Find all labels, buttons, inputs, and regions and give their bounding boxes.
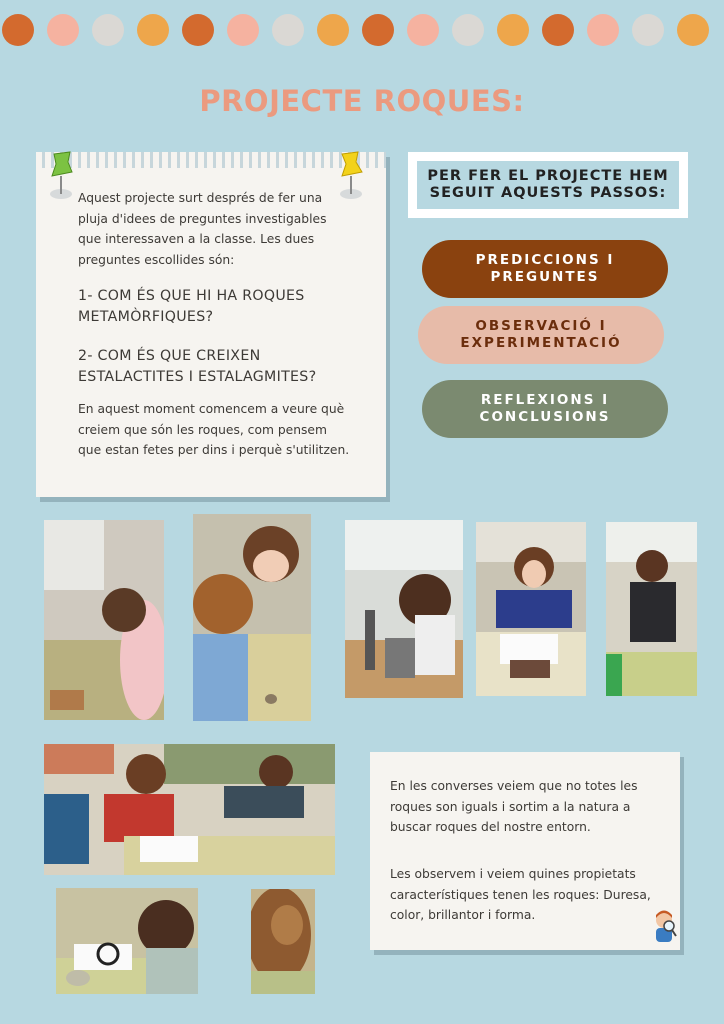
dot — [227, 14, 259, 46]
photo-girl-observing — [606, 522, 697, 696]
step-label: PREDICCIONS I PREGUNTES — [475, 252, 615, 285]
dot — [632, 14, 664, 46]
dot — [137, 14, 169, 46]
dot — [92, 14, 124, 46]
dot — [182, 14, 214, 46]
dot — [407, 14, 439, 46]
closing-paragraph: En aquest moment comencem a veure què creiem que són les roques, com pensem que estan fetes per dins i perquè s'utilitzen. — [78, 402, 350, 457]
pushpin-icon — [48, 148, 78, 204]
photo-classroom-group — [44, 744, 335, 875]
step-predictions — [422, 240, 668, 298]
summary-paragraph-2: Les observem i veiem quines propietats característiques tenen les roques: Duresa, color, brillantor i forma. — [390, 867, 651, 922]
dot — [2, 14, 34, 46]
steps-title: PER FER EL PROJECTE HEM SEGUIT AQUESTS PASSOS: — [417, 161, 679, 209]
question-2: 2- COM ÉS QUE CREIXEN ESTALACTITES I ESTALAGMITES? — [78, 348, 317, 385]
photo-magnifier — [56, 888, 198, 994]
dot — [362, 14, 394, 46]
dot — [317, 14, 349, 46]
photo-microscope-1 — [345, 520, 463, 698]
intro-paragraph: Aquest projecte surt després de fer una pluja d'idees de preguntes investigables que interessaven a la classe. Les dues preguntes escollides són: — [78, 191, 327, 267]
photo-drawing-rock — [476, 522, 586, 696]
page-title: PROJECTE ROQUES: — [199, 84, 525, 118]
intro-note — [36, 152, 386, 497]
kid-magnifier-icon — [652, 910, 678, 944]
steps-title-box — [408, 152, 688, 218]
photo-rock-study — [44, 520, 164, 720]
dot — [677, 14, 709, 46]
dot — [47, 14, 79, 46]
question-1: 1- COM ÉS QUE HI HA ROQUES METAMÒRFIQUES? — [78, 288, 305, 325]
step-reflections — [422, 380, 668, 438]
step-label: REFLEXIONS I CONCLUSIONS — [479, 392, 611, 425]
step-observation — [418, 306, 664, 364]
photo-curly-hair — [251, 889, 315, 994]
dot — [497, 14, 529, 46]
photo-children-rocks — [193, 514, 311, 721]
dot — [587, 14, 619, 46]
notebook-spiral — [36, 152, 386, 168]
dot — [452, 14, 484, 46]
dot — [542, 14, 574, 46]
step-label: OBSERVACIÓ I EXPERIMENTACIÓ — [460, 318, 622, 351]
decorative-dot-row — [0, 14, 724, 48]
summary-note — [370, 752, 680, 950]
dot — [272, 14, 304, 46]
summary-paragraph-1: En les converses veiem que no totes les roques son iguals i sortim a la natura a buscar roques del nostre entorn. — [390, 779, 638, 834]
